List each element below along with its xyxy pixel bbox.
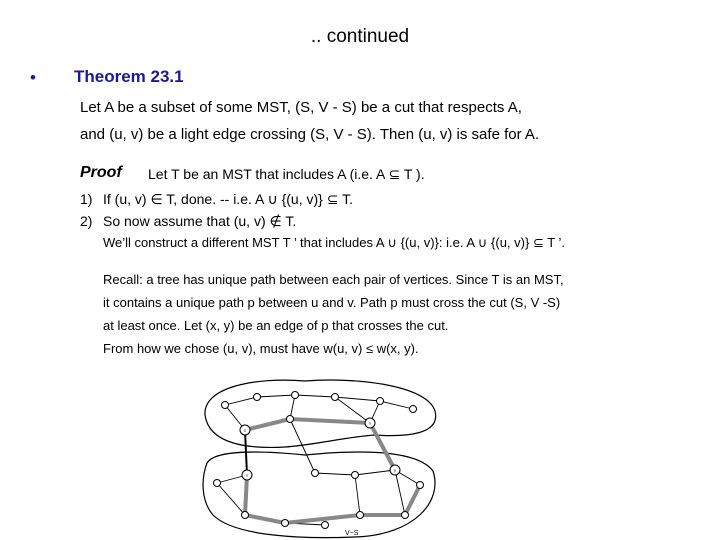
graph-edge bbox=[355, 467, 396, 475]
node-label-y: y bbox=[394, 467, 396, 473]
recall-line-4: From how we chose (u, v), must have w(u, v) ≤ w(x, y). bbox=[103, 341, 419, 356]
graph-edge bbox=[355, 475, 360, 515]
recall-line-2: it contains a unique path p between u and v. Path p must cross the cut (S, V -S) bbox=[103, 295, 561, 310]
slide-title: .. continued bbox=[310, 26, 410, 47]
tree-path-edge bbox=[285, 515, 360, 523]
graph-edge bbox=[394, 467, 405, 515]
graph-node bbox=[377, 398, 384, 405]
graph-node bbox=[292, 392, 299, 399]
recall-line-3: at least once. Let (x, y) be an edge of p that crosses the cut. bbox=[103, 318, 449, 333]
graph-edge bbox=[257, 395, 295, 397]
graph-node bbox=[287, 416, 294, 423]
step-1-text: If (u, v) ∈ T, done. -- i.e. A ∪ {(u, v)} ⊆ T. bbox=[103, 191, 353, 207]
proof-label: Proof bbox=[80, 164, 122, 181]
graph-edge bbox=[295, 395, 335, 397]
graph-edge bbox=[225, 397, 257, 405]
tree-path-edge bbox=[290, 419, 370, 423]
step-1-number: 1) bbox=[80, 191, 93, 207]
theorem-statement-line-2: and (u, v) be a light edge crossing (S, V - S). Then (u, v) is safe for A. bbox=[80, 126, 540, 143]
graph-node bbox=[352, 472, 359, 479]
graph-node bbox=[322, 522, 329, 529]
light-edge-uv bbox=[243, 427, 247, 475]
step-2-text: So now assume that (u, v) ∉ T. bbox=[103, 213, 297, 229]
tree-path-edge bbox=[245, 419, 290, 430]
graph-node bbox=[357, 512, 364, 519]
node-label-x: x bbox=[369, 420, 371, 426]
cut-graph-figure bbox=[195, 375, 445, 540]
tree-path-edge bbox=[369, 420, 395, 470]
step-2-continuation: We’ll construct a different MST T ’ that includes A ∪ {(u, v)}: i.e. A ∪ {(u, v)} ⊆ T ’. bbox=[103, 235, 566, 250]
graph-node bbox=[254, 394, 261, 401]
graph-node bbox=[214, 480, 221, 487]
node-label-u: u bbox=[243, 427, 247, 433]
tree-path-edge bbox=[245, 515, 285, 523]
graph-node bbox=[332, 394, 339, 401]
graph-node bbox=[242, 512, 249, 519]
graph-edge bbox=[335, 397, 380, 401]
graph-edge bbox=[335, 397, 370, 423]
graph-edge bbox=[380, 401, 413, 409]
graph-node bbox=[417, 482, 424, 489]
theorem-statement-line-1: Let A be a subset of some MST, (S, V - S) be a cut that respects A, bbox=[80, 99, 522, 116]
graph-edge bbox=[217, 483, 245, 515]
graph-node bbox=[222, 402, 229, 409]
tree-path-edge bbox=[405, 485, 420, 515]
bullet-marker: • bbox=[30, 68, 36, 87]
graph-edge bbox=[315, 473, 355, 475]
region-s bbox=[205, 380, 436, 447]
graph-node bbox=[282, 520, 289, 527]
graph-node bbox=[410, 406, 417, 413]
tree-path-edge bbox=[245, 472, 248, 515]
proof-intro: Let T be an MST that includes A (i.e. A ⊆ T ). bbox=[148, 166, 425, 182]
graph-node bbox=[402, 512, 409, 519]
theorem-heading: Theorem 23.1 bbox=[74, 67, 184, 86]
recall-line-1: Recall: a tree has unique path between each pair of vertices. Since T is an MST, bbox=[103, 272, 564, 287]
region-label-v-minus-s: V−S bbox=[345, 530, 359, 537]
step-2-number: 2) bbox=[80, 213, 93, 229]
graph-node bbox=[312, 470, 319, 477]
node-label-v: v bbox=[246, 472, 248, 478]
